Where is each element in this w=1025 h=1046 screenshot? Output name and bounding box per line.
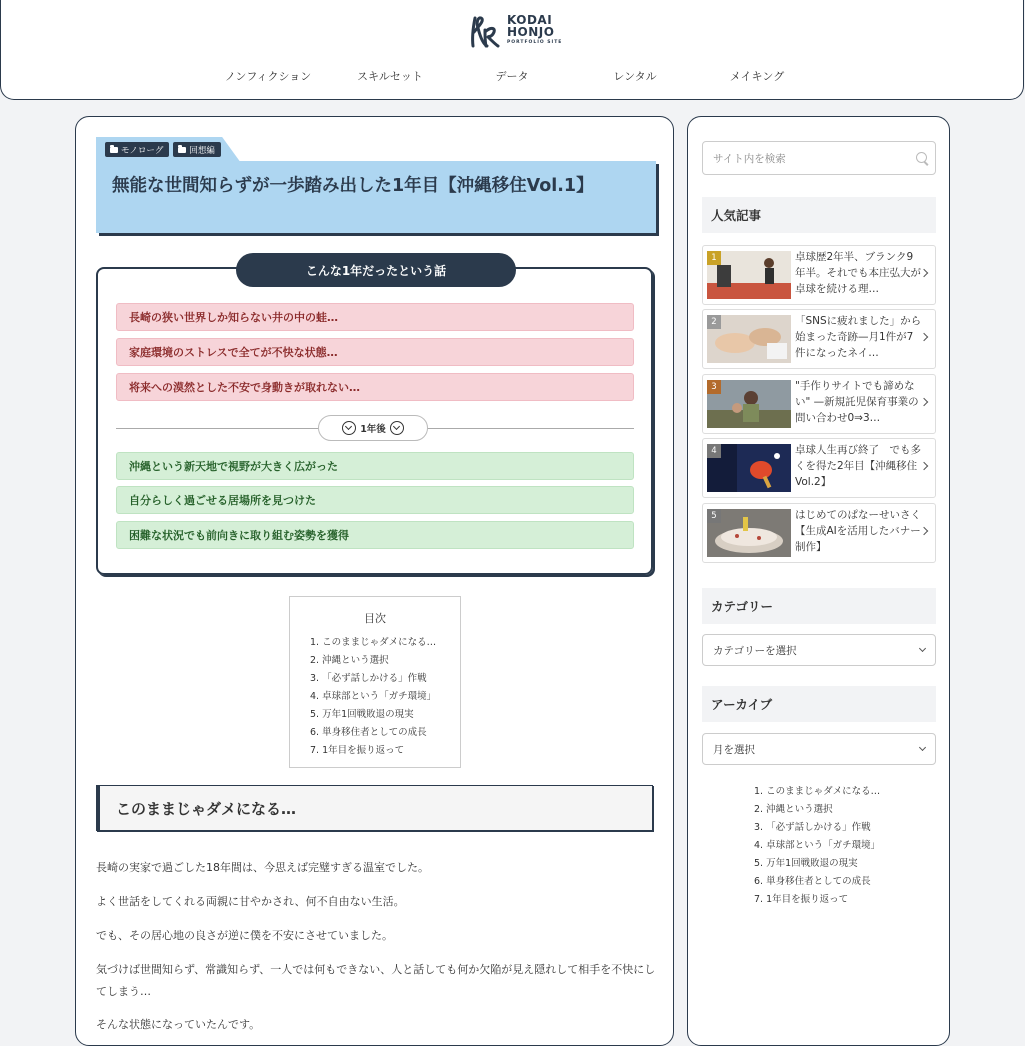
body-paragraph: よく世話をしてくれる両親に甘やかされ、何不自由ない生活。 [96, 895, 405, 908]
chevron-down-circle-icon [390, 421, 404, 435]
logo-mark-icon [469, 14, 501, 50]
nav-skillset[interactable]: スキルセット [357, 70, 423, 83]
sidebar-toc-item[interactable]: 1. このままじゃダメになる… [754, 786, 881, 797]
article-card [75, 116, 674, 1046]
after-item: 自分らしく過ごせる居場所を見つけた [116, 486, 634, 514]
before-item: 長崎の狭い世界しか知らない井の中の蛙… [116, 303, 634, 331]
site-logo[interactable] [469, 14, 562, 50]
nav-nonfiction[interactable]: ノンフィクション [224, 70, 312, 83]
sidebar-toc-item[interactable]: 3. 「必ず話しかける」作戦 [754, 822, 871, 833]
popular-thumbnail [707, 251, 791, 299]
one-year-later-text: 1年後 [360, 424, 386, 435]
popular-title: 「SNSに疲れました」から始まった奇跡—月1件が7件になったネイ… [795, 315, 922, 359]
logo-text [507, 14, 562, 46]
category-tag[interactable] [173, 142, 221, 157]
popular-title: 卓球歴2年半、ブランク9年半。それでも本庄弘大が卓球を続ける理… [795, 251, 921, 295]
toc-item[interactable]: 5. 万年1回戦敗退の現実 [310, 709, 414, 720]
nav-data[interactable]: データ [495, 70, 529, 83]
article-title-box [96, 161, 656, 233]
summary-box [96, 263, 653, 575]
body-paragraph: 長崎の実家で過ごした18年間は、今思えば完璧すぎる温室でした。 [96, 861, 429, 874]
chevron-down-circle-icon [342, 421, 356, 435]
sidebar-toc-item[interactable]: 7. 1年目を振り返って [754, 894, 849, 905]
toc-item[interactable]: 6. 単身移住者としての成長 [310, 727, 427, 738]
popular-item[interactable] [702, 438, 936, 498]
rank-badge: 4 [707, 444, 721, 458]
sidebar-toc-list [754, 783, 880, 909]
before-item: 家庭環境のストレスで全てが不快な状態… [116, 338, 634, 366]
toc-title: 目次 [364, 612, 386, 625]
popular-title: 卓球人生再び終了 でも多くを得た2年目【沖縄移住Vol.2】 [795, 444, 921, 488]
rank-badge: 1 [707, 251, 721, 265]
popular-heading: 人気記事 [702, 197, 936, 233]
search-placeholder: サイト内を検索 [713, 152, 786, 165]
category-tag-label: 回想編 [189, 145, 215, 156]
section-heading: このままじゃダメになる… [96, 785, 653, 831]
category-tag[interactable] [105, 142, 169, 157]
toc-item[interactable]: 1. このままじゃダメになる… [310, 637, 437, 648]
popular-title: "手作りサイトでも諦めない" —新規託児保育事業の問い合わせ0⇒3… [795, 380, 919, 424]
toc-item[interactable]: 3. 「必ず話しかける」作戦 [310, 673, 427, 684]
table-of-contents [289, 596, 461, 768]
popular-item[interactable] [702, 245, 936, 305]
toc-list [290, 634, 460, 760]
rank-badge: 2 [707, 315, 721, 329]
nav-rental[interactable]: レンタル [613, 70, 657, 83]
popular-thumbnail [707, 315, 791, 363]
archive-select-value: 月を選択 [713, 743, 755, 756]
search-input[interactable] [702, 141, 936, 175]
logo-line-1: KODAI [507, 13, 553, 27]
logo-line-2: HONJO [507, 25, 555, 39]
one-year-later-label [318, 415, 428, 441]
rank-badge: 3 [707, 380, 721, 394]
article-title: 無能な世間知らずが一歩踏み出した1年目【沖縄移住Vol.1】 [112, 176, 594, 196]
toc-item[interactable]: 4. 卓球部という「ガチ環境」 [310, 691, 437, 702]
site-header [0, 0, 1024, 100]
folder-icon [110, 147, 118, 153]
after-item: 沖縄という新天地で視野が大きく広がった [116, 452, 634, 480]
sidebar-toc-item[interactable]: 2. 沖縄という選択 [754, 804, 833, 815]
sidebar-toc-item[interactable]: 4. 卓球部という「ガチ環境」 [754, 840, 881, 851]
popular-item[interactable] [702, 374, 936, 434]
popular-thumbnail [707, 380, 791, 428]
logo-subtitle: PORTFOLIO SITE [507, 40, 563, 45]
body-paragraph: でも、その居心地の良さが逆に僕を不安にさせていました。 [96, 929, 393, 942]
nav-making[interactable]: メイキング [729, 70, 785, 83]
body-paragraph: 気づけば世間知らず、常識知らず、一人では何もできない、人と話しても何か欠陥が見え隠れして相手を不快にしてしまう… [96, 963, 656, 998]
category-select-value: カテゴリーを選択 [713, 644, 797, 657]
popular-thumbnail [707, 509, 791, 557]
category-heading: カテゴリー [702, 588, 936, 624]
toc-item[interactable]: 7. 1年目を振り返って [310, 745, 405, 756]
category-select[interactable] [702, 634, 936, 666]
category-tag-label: モノローグ [121, 145, 164, 156]
before-item: 将来への漠然とした不安で身動きが取れない… [116, 373, 634, 401]
popular-item[interactable] [702, 309, 936, 369]
toc-item[interactable]: 2. 沖縄という選択 [310, 655, 389, 666]
search-icon[interactable] [916, 152, 927, 163]
popular-thumbnail [707, 444, 791, 492]
sidebar-toc-item[interactable]: 5. 万年1回戦敗退の現実 [754, 858, 858, 869]
sidebar-toc [754, 783, 880, 909]
category-tags [105, 142, 221, 157]
sidebar-toc-item[interactable]: 6. 単身移住者としての成長 [754, 876, 871, 887]
sidebar [687, 116, 950, 1046]
global-nav [1, 68, 1025, 86]
popular-title: はじめてのぱなーせいさく【生成AIを活用したバナー制作】 [795, 509, 921, 553]
popular-item[interactable] [702, 503, 936, 563]
summary-heading: こんな1年だったという話 [236, 253, 516, 287]
chevron-down-icon [919, 645, 926, 652]
archive-heading: アーカイブ [702, 686, 936, 722]
archive-select[interactable] [702, 733, 936, 765]
after-item: 困難な状況でも前向きに取り組む姿勢を獲得 [116, 521, 634, 549]
folder-icon [178, 147, 186, 153]
rank-badge: 5 [707, 509, 721, 523]
chevron-down-icon [919, 744, 926, 751]
body-paragraph: そんな状態になっていたんです。 [96, 1018, 261, 1031]
